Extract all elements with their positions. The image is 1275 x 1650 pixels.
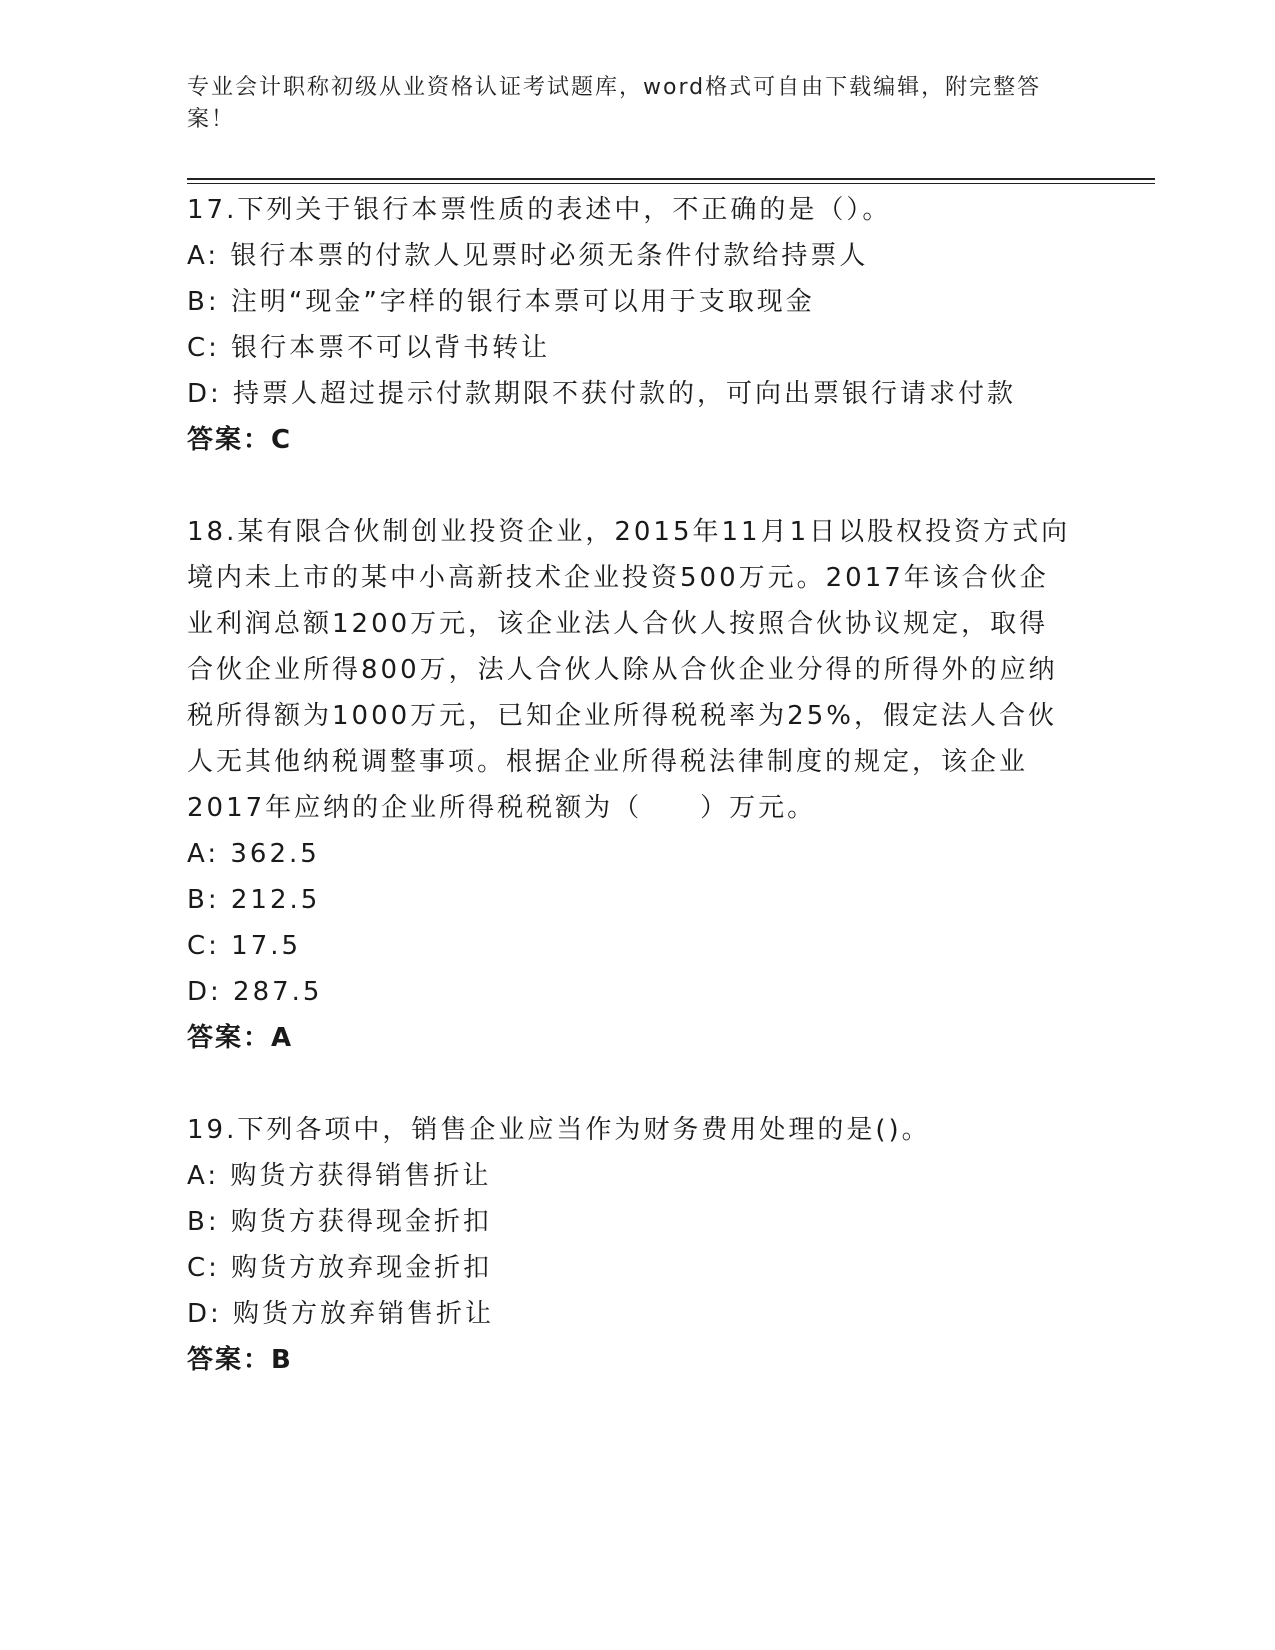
question-spacer bbox=[187, 463, 1077, 509]
option-a: A: 购货方获得销售折让 bbox=[187, 1161, 492, 1191]
option-b: B: 212.5 bbox=[187, 885, 321, 915]
answer-line: 答案：A bbox=[187, 1023, 294, 1053]
option-a: A: 362.5 bbox=[187, 839, 320, 869]
question-spacer bbox=[187, 1061, 1077, 1107]
header-divider-thick bbox=[187, 178, 1155, 180]
option-c: C: 17.5 bbox=[187, 931, 302, 961]
question-stem: 17.下列关于银行本票性质的表述中，不正确的是（）。 bbox=[187, 195, 892, 225]
question-list bbox=[187, 187, 1077, 1383]
option-c: C: 购货方放弃现金折扣 bbox=[187, 1253, 493, 1283]
option-a: A: 银行本票的付款人见票时必须无条件付款给持票人 bbox=[187, 241, 869, 271]
option-c: C: 银行本票不可以背书转让 bbox=[187, 333, 551, 363]
question-stem: 19.下列各项中，销售企业应当作为财务费用处理的是()。 bbox=[187, 1115, 931, 1145]
answer-line: 答案：B bbox=[187, 1345, 293, 1375]
question-stem: 18.某有限合伙制创业投资企业，2015年11月1日以股权投资方式向境内未上市的某中小高新技术企业投资500万元。2017年该合伙企业利润总额1200万元，该企业法人合伙人按照合伙协议规定，取得合伙企业所得800万，法人合伙人除从合伙企业分得的所得外的应纳税所得额为1000万元，已知企业所得税税率为25%，假定法人合伙人无其他纳税调整事项。根据企业所得税法律制度的规定，该企业2017年应纳的企业所得税税额为（ ）万元。 bbox=[187, 517, 1071, 823]
header-divider-thin bbox=[187, 183, 1155, 184]
option-d: D: 持票人超过提示付款期限不获付款的，可向出票银行请求付款 bbox=[187, 379, 1017, 409]
option-b: B: 购货方获得现金折扣 bbox=[187, 1207, 492, 1237]
question-19 bbox=[187, 1107, 1077, 1383]
question-17 bbox=[187, 187, 1077, 463]
question-18 bbox=[187, 509, 1077, 1061]
option-d: D: 购货方放弃销售折让 bbox=[187, 1299, 495, 1329]
answer-line: 答案：C bbox=[187, 425, 293, 455]
option-d: D: 287.5 bbox=[187, 977, 323, 1007]
option-b: B: 注明“现金”字样的银行本票可以用于支取现金 bbox=[187, 287, 815, 317]
document-header: 专业会计职称初级从业资格认证考试题库，word格式可自由下载编辑，附完整答案！ bbox=[187, 75, 1042, 132]
